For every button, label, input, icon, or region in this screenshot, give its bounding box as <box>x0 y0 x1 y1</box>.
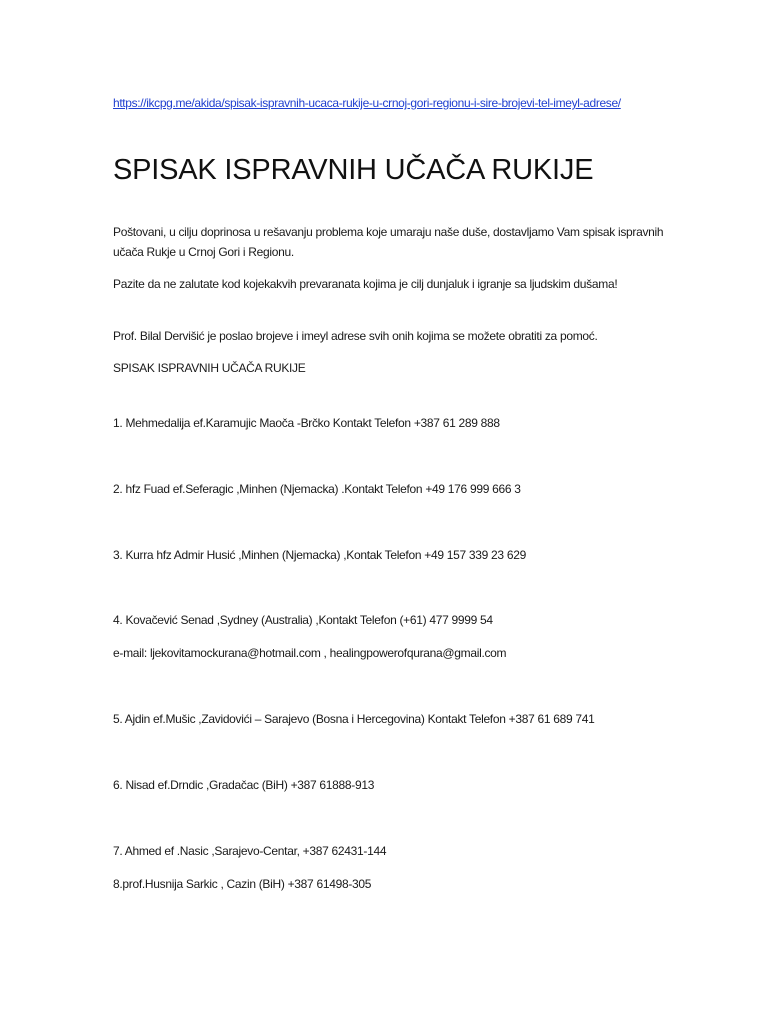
list-item: 7. Ahmed ef .Nasic ,Sarajevo-Centar, +387 62431-144 <box>113 844 387 858</box>
source-link[interactable]: https://ikcpg.me/akida/spisak-ispravnih-ucaca-rukije-u-crnoj-gori-regionu-i-sire-brojevi-tel-imeyl-adrese/ <box>113 96 621 110</box>
list-item: 5. Ajdin ef.Mušic ,Zavidovići – Sarajevo (Bosna i Hercegovina) Kontakt Telefon +387 61 689 741 <box>113 712 595 726</box>
list-item: 4. Kovačević Senad ,Sydney (Australia) ,Kontakt Telefon (+61) 477 9999 54 <box>113 613 493 627</box>
document-title: SPISAK ISPRAVNIH UČAČA RUKIJE <box>113 154 594 186</box>
list-item: 2. hfz Fuad ef.Seferagic ,Minhen (Njemacka) .Kontakt Telefon +49 176 999 666 3 <box>113 482 521 496</box>
list-heading: SPISAK ISPRAVNIH UČAČA RUKIJE <box>113 361 306 375</box>
email-line: e-mail: ljekovitamockurana@hotmail.com , healingpowerofqurana@gmail.com <box>113 646 507 660</box>
author-paragraph: Prof. Bilal Dervišić je poslao brojeve i imeyl adrese svih onih kojima se možete obratiti za pomoć. <box>113 329 598 343</box>
list-item: 8.prof.Husnija Sarkic , Cazin (BiH) +387 61498-305 <box>113 877 372 891</box>
warning-paragraph: Pazite da ne zalutate kod kojekakvih prevaranata kojima je cilj dunjaluk i igranje sa ljudskim dušama! <box>113 277 618 291</box>
list-item: 6. Nisad ef.Drndic ,Gradačac (BiH) +387 61888-913 <box>113 778 375 792</box>
list-item: 3. Kurra hfz Admir Husić ,Minhen (Njemacka) ,Kontak Telefon +49 157 339 23 629 <box>113 548 526 562</box>
list-item: 1. Mehmedalija ef.Karamujic Maoča -Brčko Kontakt Telefon +387 61 289 888 <box>113 416 500 430</box>
intro-paragraph: Poštovani, u cilju doprinosa u rešavanju problema koje umaraju naše duše, dostavljamo Vam spisak ispravnih učača Rukje u Crnoj Gori i Regionu. <box>113 225 664 259</box>
